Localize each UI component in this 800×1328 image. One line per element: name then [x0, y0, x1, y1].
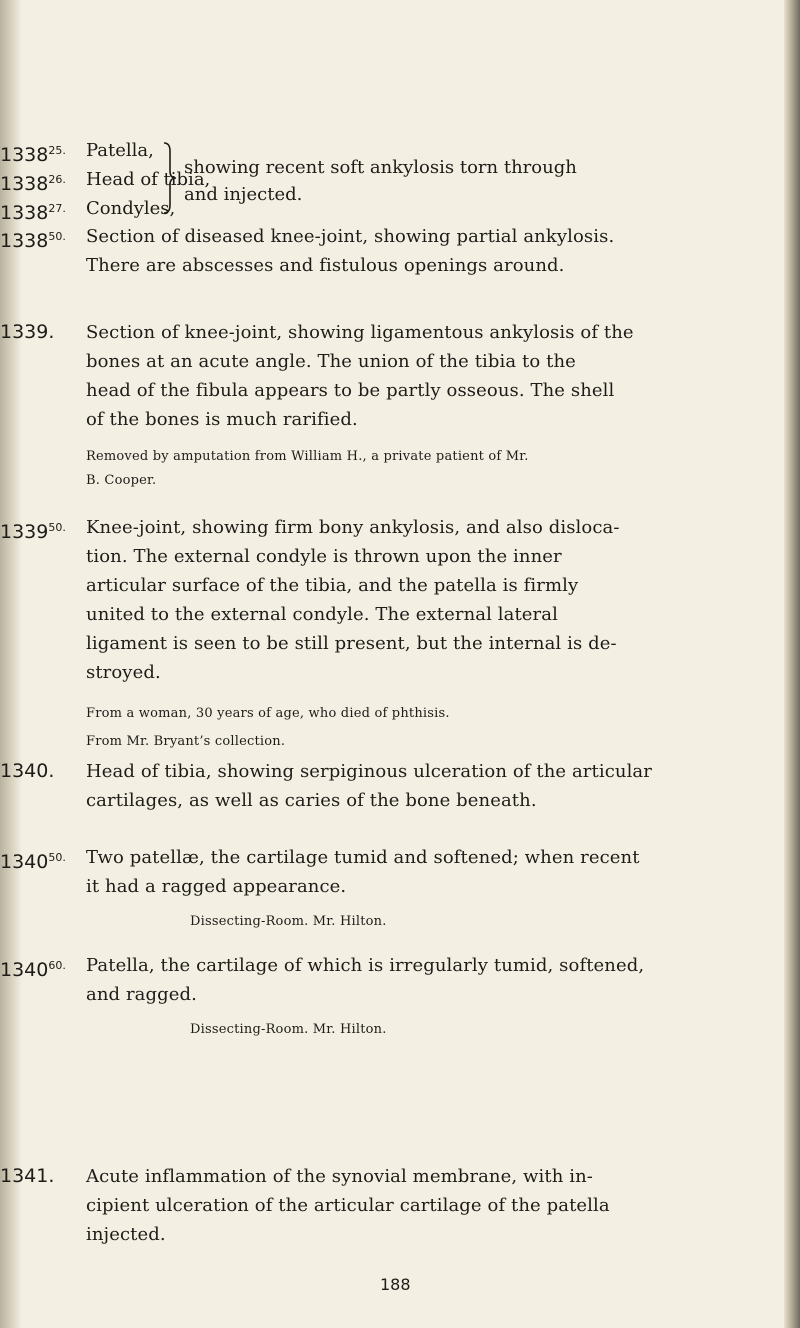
text-line: injected.	[86, 1224, 166, 1245]
text-line: stroyed.	[86, 662, 161, 683]
text-line: There are abscesses and fistulous openings around.	[86, 255, 565, 276]
entry-note: Removed by amputation from William H., a private patient of Mr.	[86, 449, 529, 464]
entry-group-1338	[0, 137, 780, 227]
entry-note: From a woman, 30 years of age, who died of phthisis.	[86, 706, 450, 721]
entry-text	[86, 513, 634, 687]
page-number: 188	[380, 1275, 411, 1294]
text-line: Knee-joint, showing firm bony ankylosis, and also disloca-	[86, 517, 620, 538]
entry-text	[86, 843, 640, 901]
text-line: articular surface of the tibia, and the patella is firmly	[86, 575, 579, 596]
entry-label: Patella,	[86, 140, 154, 161]
entry-number: $1338^{26.}$	[0, 173, 66, 195]
text-line: head of the fibula appears to be partly osseous. The shell	[86, 380, 615, 401]
text-line: Two patellæ, the cartilage tumid and softened; when recent	[86, 847, 640, 868]
text-line: united to the external condyle. The external lateral	[86, 604, 558, 625]
entry-text	[86, 222, 634, 280]
group-description: and injected.	[184, 184, 303, 205]
entry-label: Condyles,	[86, 198, 176, 219]
entry-text	[86, 1162, 634, 1249]
entry-number: $1340^{60.}$	[0, 959, 66, 981]
group-description: showing recent soft ankylosis torn through	[184, 157, 577, 178]
entry-note: B. Cooper.	[86, 473, 157, 488]
text-line: Acute inflammation of the synovial membrane, with in-	[86, 1166, 593, 1187]
entry-text	[86, 757, 652, 815]
text-line: cipient ulceration of the articular cartilage of the patella	[86, 1195, 610, 1216]
text-line: Section of knee-joint, showing ligamentous ankylosis of the	[86, 322, 634, 343]
entry-number: $1338^{25.}$	[0, 144, 66, 166]
text-line: bones at an acute angle. The union of the tibia to the	[86, 351, 576, 372]
entry-number: $1339^{50.}$	[0, 521, 66, 543]
text-line: it had a ragged appearance.	[86, 876, 347, 897]
text-line: ligament is seen to be still present, but the internal is de-	[86, 633, 617, 654]
text-line: tion. The external condyle is thrown upon the inner	[86, 546, 562, 567]
text-line: of the bones is much rarified.	[86, 409, 358, 430]
entry-text	[86, 318, 634, 434]
text-line: and ragged.	[86, 984, 197, 1005]
text-line: Section of diseased knee-joint, showing partial ankylosis.	[86, 226, 615, 247]
entry-number: 1339.	[0, 321, 55, 343]
entry-number: $1338^{27.}$	[0, 202, 66, 224]
entry-number: 1340.	[0, 760, 55, 782]
right-brace-icon	[160, 141, 184, 215]
entry-note: From Mr. Bryant’s collection.	[86, 734, 286, 749]
entry-note: Dissecting-Room. Mr. Hilton.	[190, 1022, 387, 1037]
entry-number: $1338^{50.}$	[0, 230, 66, 252]
entry-label: Head of tibia,	[86, 169, 211, 190]
text-line: cartilages, as well as caries of the bone beneath.	[86, 790, 537, 811]
text-line: Patella, the cartilage of which is irregularly tumid, softened,	[86, 955, 645, 976]
entry-text	[86, 951, 645, 1009]
entry-number: 1341.	[0, 1165, 55, 1187]
entry-number: $1340^{50.}$	[0, 851, 66, 873]
entry-note: Dissecting-Room. Mr. Hilton.	[190, 914, 387, 929]
text-line: Head of tibia, showing serpiginous ulceration of the articular	[86, 761, 652, 782]
